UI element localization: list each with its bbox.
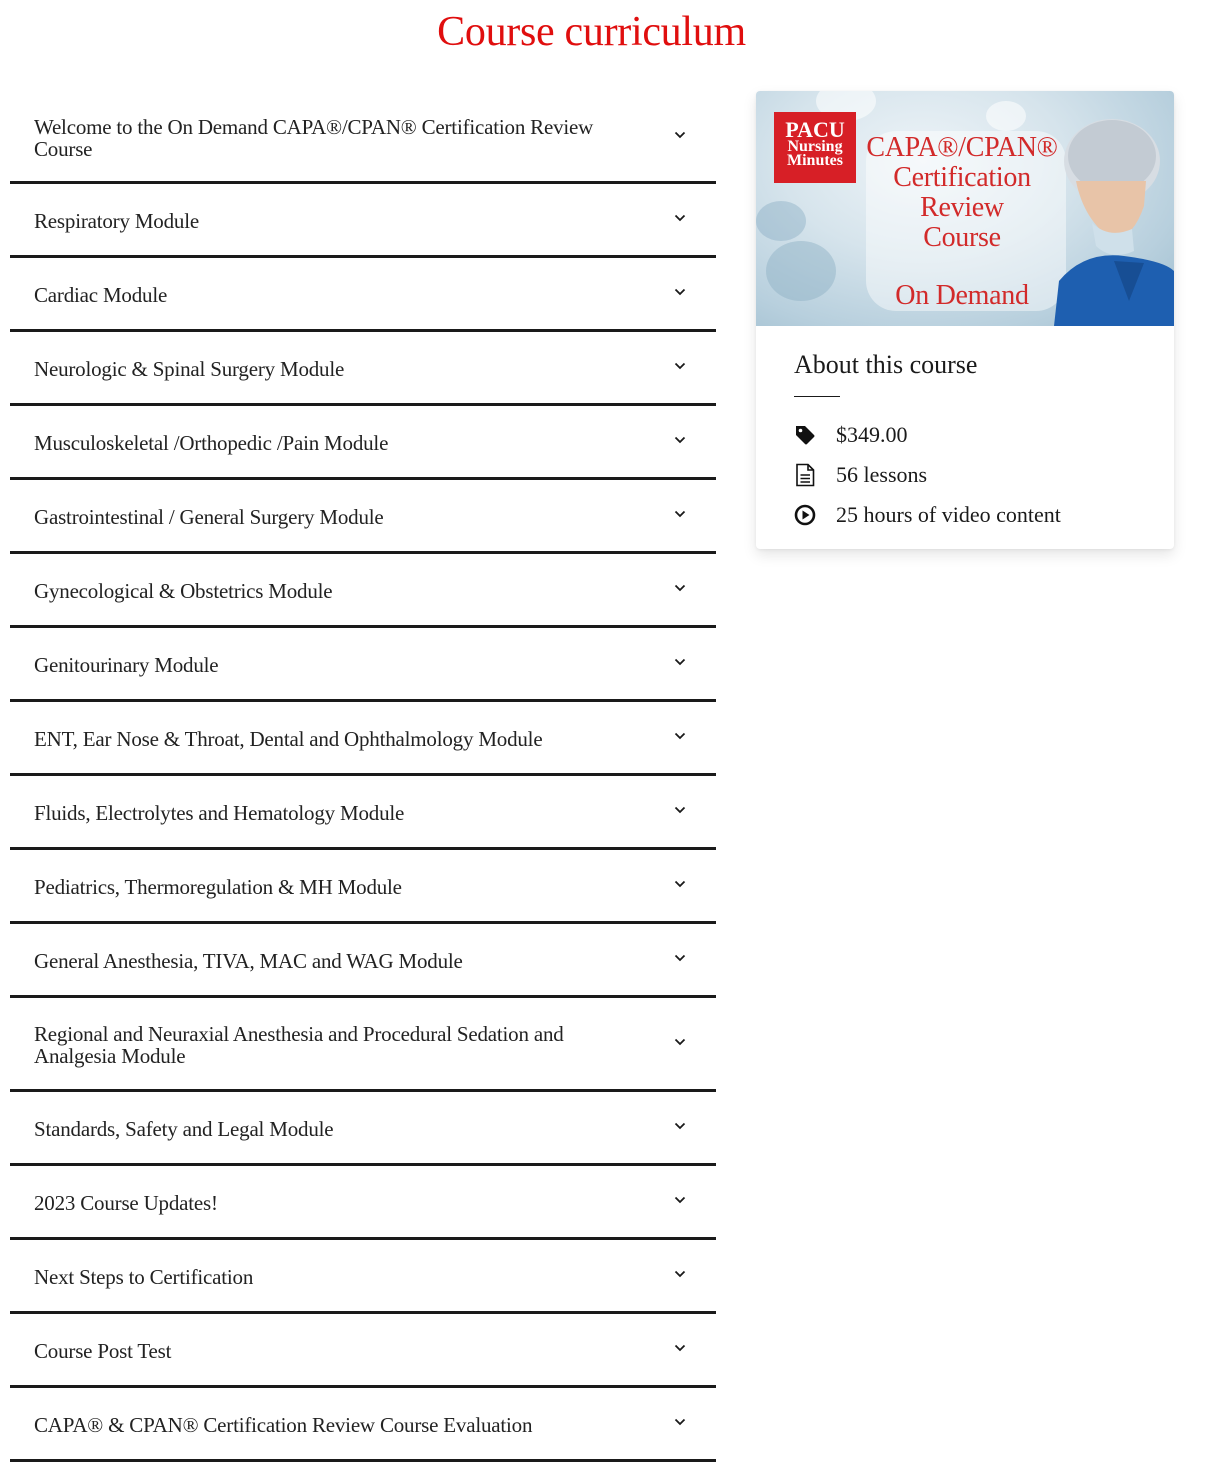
chevron-down-icon[interactable]: [674, 1342, 686, 1354]
chevron-down-icon[interactable]: [674, 952, 686, 964]
chevron-down-icon[interactable]: [674, 129, 686, 141]
logo-text: Minutes: [787, 152, 843, 169]
curriculum-item[interactable]: [10, 1388, 716, 1462]
banner-subtitle: On Demand: [895, 280, 1029, 311]
curriculum-item-label: CAPA® & CPAN® Certification Review Course Evaluation: [34, 1412, 533, 1437]
curriculum-item-label: Standards, Safety and Legal Module: [34, 1116, 334, 1141]
curriculum-item[interactable]: [10, 776, 716, 850]
curriculum-item[interactable]: [10, 480, 716, 554]
pacu-logo: [774, 112, 856, 183]
curriculum-item-label: Cardiac Module: [34, 282, 168, 307]
banner-title-line: CAPA®/CPAN®: [866, 132, 1058, 163]
curriculum-item-label: Pediatrics, Thermoregulation & MH Module: [34, 874, 402, 899]
curriculum-item-label: Musculoskeletal /Orthopedic /Pain Module: [34, 430, 389, 455]
chevron-down-icon[interactable]: [674, 1416, 686, 1428]
chevron-down-icon[interactable]: [674, 286, 686, 298]
price-text: $349.00: [836, 422, 908, 447]
chevron-down-icon[interactable]: [674, 508, 686, 520]
curriculum-item[interactable]: [10, 554, 716, 628]
curriculum-item-label: ENT, Ear Nose & Throat, Dental and Ophthalmology Module: [34, 726, 543, 751]
page-title: Course curriculum: [437, 9, 746, 55]
curriculum-item[interactable]: [10, 92, 716, 184]
curriculum-item-label: General Anesthesia, TIVA, MAC and WAG Module: [34, 948, 463, 973]
chevron-down-icon[interactable]: [674, 582, 686, 594]
curriculum-item[interactable]: [10, 628, 716, 702]
divider: [794, 396, 840, 397]
curriculum-item[interactable]: [10, 702, 716, 776]
play-circle-icon: [794, 503, 816, 527]
banner-title: [856, 133, 1068, 311]
logo-text: Nursing: [787, 138, 843, 155]
nurse-illustration: [1054, 111, 1174, 326]
chevron-down-icon[interactable]: [674, 212, 686, 224]
lessons-text: 56 lessons: [836, 462, 928, 487]
chevron-down-icon[interactable]: [674, 1194, 686, 1206]
curriculum-item-label: Neurologic & Spinal Surgery Module: [34, 356, 345, 381]
curriculum-item-label: 2023 Course Updates!: [34, 1190, 218, 1215]
about-title: About this course: [794, 350, 978, 379]
chevron-down-icon[interactable]: [674, 878, 686, 890]
curriculum-item-label: Genitourinary Module: [34, 652, 219, 677]
curriculum-item-label: Welcome to the On Demand CAPA®/CPAN® Certification Review Course: [34, 114, 594, 161]
video-item: [794, 495, 1136, 535]
chevron-down-icon[interactable]: [674, 804, 686, 816]
banner-title-line: Course: [923, 222, 1001, 253]
lessons-item: [794, 455, 1136, 495]
curriculum-item-label: Gynecological & Obstetrics Module: [34, 578, 333, 603]
course-banner-image: [756, 91, 1174, 326]
chevron-down-icon[interactable]: [674, 434, 686, 446]
curriculum-item[interactable]: [10, 184, 716, 258]
curriculum-item[interactable]: [10, 1240, 716, 1314]
curriculum-item[interactable]: [10, 998, 716, 1092]
curriculum-item[interactable]: [10, 924, 716, 998]
price-item: [794, 415, 1136, 455]
curriculum-item-label: Fluids, Electrolytes and Hematology Module: [34, 800, 405, 825]
curriculum-item[interactable]: [10, 1092, 716, 1166]
logo-text: PACU: [785, 117, 845, 142]
course-card: [756, 91, 1174, 549]
curriculum-item-label: Respiratory Module: [34, 208, 199, 233]
curriculum-item-label: Gastrointestinal / General Surgery Module: [34, 504, 384, 529]
chevron-down-icon[interactable]: [674, 656, 686, 668]
curriculum-item[interactable]: [10, 406, 716, 480]
curriculum-item[interactable]: [10, 850, 716, 924]
curriculum-item-label: Next Steps to Certification: [34, 1264, 254, 1289]
curriculum-item[interactable]: [10, 332, 716, 406]
chevron-down-icon[interactable]: [674, 1268, 686, 1280]
chevron-down-icon[interactable]: [674, 360, 686, 372]
price-tag-icon: [794, 423, 816, 447]
curriculum-item[interactable]: [10, 258, 716, 332]
document-icon: [794, 463, 816, 487]
about-section: [756, 326, 1174, 549]
banner-title-line: Review: [920, 192, 1004, 223]
chevron-down-icon[interactable]: [674, 1036, 686, 1048]
chevron-down-icon[interactable]: [674, 1120, 686, 1132]
video-text: 25 hours of video content: [836, 502, 1061, 527]
curriculum-item[interactable]: [10, 1166, 716, 1240]
curriculum-item[interactable]: [10, 1314, 716, 1388]
chevron-down-icon[interactable]: [674, 730, 686, 742]
banner-title-line: Certification: [893, 162, 1031, 193]
curriculum-item-label: Course Post Test: [34, 1338, 172, 1363]
curriculum-item-label: Regional and Neuraxial Anesthesia and Procedural Sedation and Analgesia Module: [34, 1021, 564, 1068]
curriculum-accordion: [10, 92, 716, 1462]
